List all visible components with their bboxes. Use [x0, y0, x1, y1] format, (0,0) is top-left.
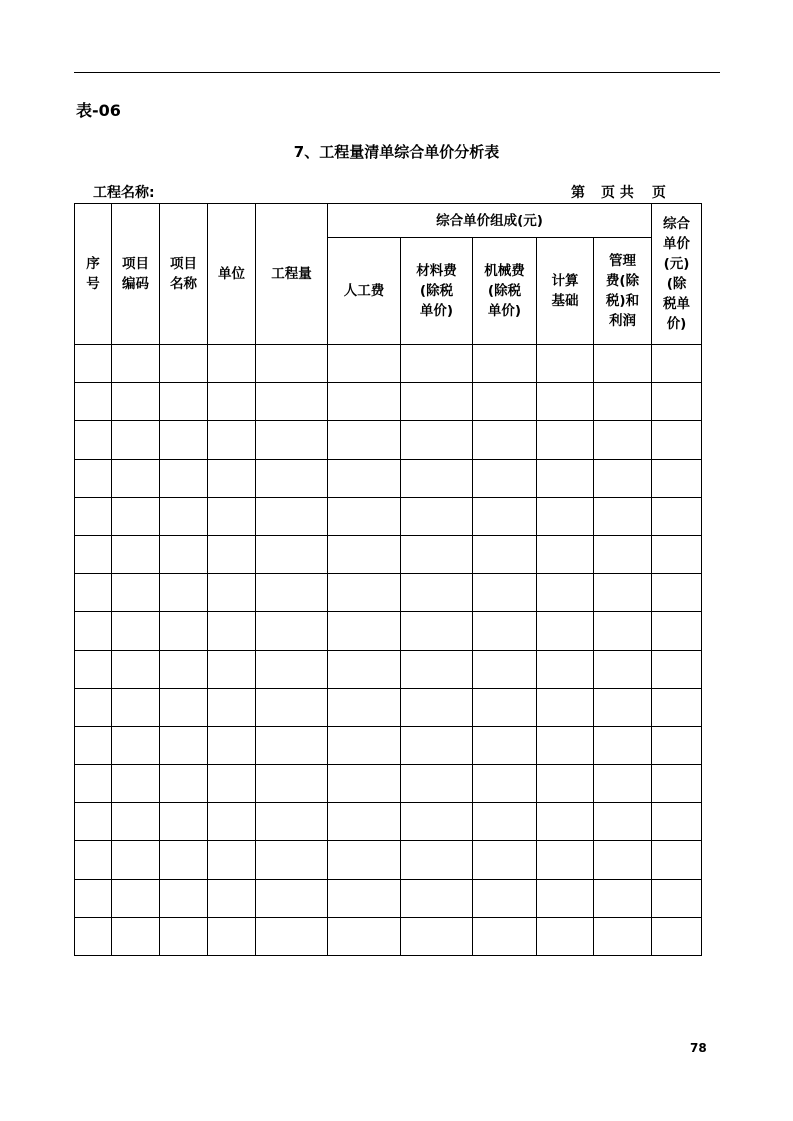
table-cell[interactable]	[75, 726, 112, 764]
table-cell[interactable]	[537, 765, 594, 803]
table-cell[interactable]	[112, 345, 160, 383]
table-cell[interactable]	[208, 421, 256, 459]
table-cell[interactable]	[208, 803, 256, 841]
table-cell[interactable]	[473, 841, 537, 879]
table-cell[interactable]	[256, 497, 328, 535]
table-cell[interactable]	[208, 345, 256, 383]
table-cell[interactable]	[652, 383, 702, 421]
table-row	[75, 497, 702, 535]
table-cell[interactable]	[208, 688, 256, 726]
table-cell[interactable]	[401, 765, 473, 803]
table-cell[interactable]	[75, 574, 112, 612]
table-cell[interactable]	[75, 459, 112, 497]
table-cell[interactable]	[594, 497, 652, 535]
table-cell[interactable]	[473, 765, 537, 803]
table-cell[interactable]	[160, 917, 208, 955]
table-cell[interactable]	[473, 574, 537, 612]
table-cell[interactable]	[256, 345, 328, 383]
table-row	[75, 383, 702, 421]
table-cell[interactable]	[328, 459, 401, 497]
table-cell[interactable]	[160, 345, 208, 383]
page-title: 7、工程量清单综合单价分析表	[293, 143, 500, 161]
table-cell[interactable]	[328, 803, 401, 841]
table-cell[interactable]	[160, 459, 208, 497]
unit-price-analysis-table	[74, 203, 702, 956]
table-cell[interactable]	[256, 726, 328, 764]
table-cell[interactable]	[328, 421, 401, 459]
form-code: 表-06	[76, 101, 121, 120]
table-cell[interactable]	[75, 535, 112, 573]
table-cell[interactable]	[473, 612, 537, 650]
table-cell[interactable]	[652, 841, 702, 879]
table-cell[interactable]	[401, 535, 473, 573]
table-cell[interactable]	[75, 497, 112, 535]
table-cell[interactable]	[208, 459, 256, 497]
table-cell[interactable]	[256, 765, 328, 803]
table-cell[interactable]	[160, 765, 208, 803]
table-row	[75, 726, 702, 764]
table-cell[interactable]	[328, 497, 401, 535]
table-cell[interactable]	[401, 459, 473, 497]
table-cell[interactable]	[401, 688, 473, 726]
table-cell[interactable]	[594, 765, 652, 803]
table-cell[interactable]	[537, 383, 594, 421]
table-cell[interactable]	[594, 612, 652, 650]
table-cell[interactable]	[112, 765, 160, 803]
table-cell[interactable]	[473, 879, 537, 917]
table-cell[interactable]	[256, 803, 328, 841]
table-cell[interactable]	[112, 650, 160, 688]
page-of-label: 页 共	[601, 185, 634, 201]
table-cell[interactable]	[537, 612, 594, 650]
table-cell[interactable]	[208, 383, 256, 421]
table-cell[interactable]	[537, 497, 594, 535]
table-cell[interactable]	[75, 803, 112, 841]
table-cell[interactable]	[594, 459, 652, 497]
pages-label: 页	[651, 185, 666, 201]
table-cell[interactable]	[537, 650, 594, 688]
table-cell[interactable]	[75, 612, 112, 650]
table-row	[75, 879, 702, 917]
table-cell[interactable]	[208, 917, 256, 955]
table-cell[interactable]	[473, 497, 537, 535]
table-cell[interactable]	[328, 650, 401, 688]
table-cell[interactable]	[594, 726, 652, 764]
table-cell[interactable]	[112, 879, 160, 917]
table-cell[interactable]	[401, 497, 473, 535]
table-cell[interactable]	[652, 421, 702, 459]
table-row	[75, 765, 702, 803]
table-cell[interactable]	[537, 879, 594, 917]
table-cell[interactable]	[537, 688, 594, 726]
table-row	[75, 535, 702, 573]
table-cell[interactable]	[652, 803, 702, 841]
table-row	[75, 345, 702, 383]
table-cell[interactable]	[401, 917, 473, 955]
table-cell[interactable]	[652, 650, 702, 688]
table-cell[interactable]	[112, 421, 160, 459]
table-cell[interactable]	[160, 803, 208, 841]
table-cell[interactable]	[160, 650, 208, 688]
header-labor: 人工费	[328, 238, 401, 345]
table-cell[interactable]	[594, 535, 652, 573]
page-number: 78	[690, 1041, 707, 1055]
table-cell[interactable]	[401, 345, 473, 383]
table-cell[interactable]	[652, 917, 702, 955]
table-cell[interactable]	[160, 383, 208, 421]
table-cell[interactable]	[652, 726, 702, 764]
table-cell[interactable]	[112, 803, 160, 841]
header-composition-group: 综合单价组成(元)	[328, 204, 652, 238]
table-cell[interactable]	[652, 574, 702, 612]
table-cell[interactable]	[112, 917, 160, 955]
table-cell[interactable]	[160, 421, 208, 459]
table-cell[interactable]	[328, 345, 401, 383]
table-row	[75, 421, 702, 459]
table-cell[interactable]	[473, 535, 537, 573]
table-cell[interactable]	[401, 383, 473, 421]
table-cell[interactable]	[208, 841, 256, 879]
table-cell[interactable]	[328, 879, 401, 917]
table-cell[interactable]	[401, 879, 473, 917]
table-cell[interactable]	[401, 650, 473, 688]
table-cell[interactable]	[537, 345, 594, 383]
header-machinery: 机械费 (除税 单价)	[473, 238, 537, 345]
table-cell[interactable]	[75, 345, 112, 383]
table-cell[interactable]	[473, 688, 537, 726]
table-cell[interactable]	[594, 688, 652, 726]
table-cell[interactable]	[328, 574, 401, 612]
table-cell[interactable]	[328, 612, 401, 650]
table-cell[interactable]	[208, 612, 256, 650]
table-cell[interactable]	[328, 765, 401, 803]
table-cell[interactable]	[652, 879, 702, 917]
table-cell[interactable]	[401, 726, 473, 764]
table-row	[75, 574, 702, 612]
table-cell[interactable]	[208, 574, 256, 612]
table-cell[interactable]	[208, 765, 256, 803]
project-name-label: 工程名称:	[93, 185, 155, 201]
table-cell[interactable]	[112, 688, 160, 726]
table-cell[interactable]	[256, 612, 328, 650]
table-cell[interactable]	[401, 612, 473, 650]
table-cell[interactable]	[328, 917, 401, 955]
header-material: 材料费 (除税 单价)	[401, 238, 473, 345]
table-cell[interactable]	[652, 345, 702, 383]
table-cell[interactable]	[537, 574, 594, 612]
table-row	[75, 612, 702, 650]
page-label: 第	[571, 185, 585, 201]
table-cell[interactable]	[594, 879, 652, 917]
table-cell[interactable]	[473, 803, 537, 841]
table-row	[75, 650, 702, 688]
table-cell[interactable]	[112, 535, 160, 573]
table-cell[interactable]	[112, 497, 160, 535]
table-cell[interactable]	[75, 879, 112, 917]
table-cell[interactable]	[160, 841, 208, 879]
table-cell[interactable]	[594, 841, 652, 879]
table-cell[interactable]	[112, 574, 160, 612]
table-cell[interactable]	[256, 841, 328, 879]
table-cell[interactable]	[256, 421, 328, 459]
header-management: 管理 费(除 税)和 利润	[594, 238, 652, 345]
table-cell[interactable]	[208, 497, 256, 535]
header-index: 序 号	[75, 204, 112, 345]
table-cell[interactable]	[473, 917, 537, 955]
header-unit-price: 综合 单价 (元) (除 税单 价)	[652, 204, 702, 345]
table-cell[interactable]	[112, 459, 160, 497]
table-cell[interactable]	[473, 726, 537, 764]
table-cell[interactable]	[160, 612, 208, 650]
table-cell[interactable]	[160, 574, 208, 612]
table-cell[interactable]	[594, 345, 652, 383]
table-cell[interactable]	[473, 345, 537, 383]
table-cell[interactable]	[594, 421, 652, 459]
header-quantity: 工程量	[256, 204, 328, 345]
table-cell[interactable]	[75, 383, 112, 421]
table-cell[interactable]	[112, 383, 160, 421]
table-cell[interactable]	[208, 535, 256, 573]
table-cell[interactable]	[473, 383, 537, 421]
table-cell[interactable]	[160, 688, 208, 726]
table-cell[interactable]	[537, 803, 594, 841]
table-cell[interactable]	[594, 650, 652, 688]
table-row	[75, 459, 702, 497]
table-cell[interactable]	[401, 421, 473, 459]
table-cell[interactable]	[256, 688, 328, 726]
table-cell[interactable]	[256, 574, 328, 612]
table-cell[interactable]	[652, 612, 702, 650]
table-cell[interactable]	[594, 383, 652, 421]
table-cell[interactable]	[537, 726, 594, 764]
table-cell[interactable]	[328, 535, 401, 573]
table-cell[interactable]	[652, 459, 702, 497]
table-cell[interactable]	[112, 612, 160, 650]
table-cell[interactable]	[256, 383, 328, 421]
table-cell[interactable]	[75, 688, 112, 726]
table-cell[interactable]	[652, 535, 702, 573]
table-cell[interactable]	[75, 917, 112, 955]
table-cell[interactable]	[652, 688, 702, 726]
table-cell[interactable]	[537, 535, 594, 573]
table-cell[interactable]	[473, 459, 537, 497]
table-cell[interactable]	[208, 726, 256, 764]
table-cell[interactable]	[537, 459, 594, 497]
table-cell[interactable]	[401, 803, 473, 841]
table-cell[interactable]	[328, 841, 401, 879]
table-cell[interactable]	[256, 650, 328, 688]
page-info	[571, 182, 666, 202]
table-cell[interactable]	[473, 421, 537, 459]
top-rule	[74, 72, 720, 73]
table-cell[interactable]	[256, 459, 328, 497]
table-cell[interactable]	[537, 841, 594, 879]
table-cell[interactable]	[75, 650, 112, 688]
table-cell[interactable]	[75, 841, 112, 879]
table-row	[75, 917, 702, 955]
table-cell[interactable]	[594, 917, 652, 955]
table-cell[interactable]	[594, 574, 652, 612]
table-cell[interactable]	[160, 879, 208, 917]
table-row	[75, 688, 702, 726]
table-cell[interactable]	[160, 726, 208, 764]
table-cell[interactable]	[328, 383, 401, 421]
table-cell[interactable]	[112, 841, 160, 879]
table-cell[interactable]	[112, 726, 160, 764]
table-cell[interactable]	[75, 765, 112, 803]
table-cell[interactable]	[401, 574, 473, 612]
table-body	[75, 345, 702, 956]
table-row	[75, 803, 702, 841]
table-cell[interactable]	[537, 421, 594, 459]
table-cell[interactable]	[401, 841, 473, 879]
table-cell[interactable]	[160, 535, 208, 573]
table-cell[interactable]	[160, 497, 208, 535]
table-cell[interactable]	[328, 726, 401, 764]
header-item-code: 项目 编码	[112, 204, 160, 345]
table-cell[interactable]	[652, 765, 702, 803]
table-row	[75, 841, 702, 879]
table-cell[interactable]	[208, 879, 256, 917]
table-cell[interactable]	[256, 535, 328, 573]
table-cell[interactable]	[594, 803, 652, 841]
table-cell[interactable]	[328, 688, 401, 726]
table-cell[interactable]	[652, 497, 702, 535]
header-calc-base: 计算 基础	[537, 238, 594, 345]
table-cell[interactable]	[473, 650, 537, 688]
table-cell[interactable]	[537, 917, 594, 955]
header-item-name: 项目 名称	[160, 204, 208, 345]
table-cell[interactable]	[208, 650, 256, 688]
table-cell[interactable]	[256, 917, 328, 955]
header-unit: 单位	[208, 204, 256, 345]
table-cell[interactable]	[75, 421, 112, 459]
table-cell[interactable]	[256, 879, 328, 917]
